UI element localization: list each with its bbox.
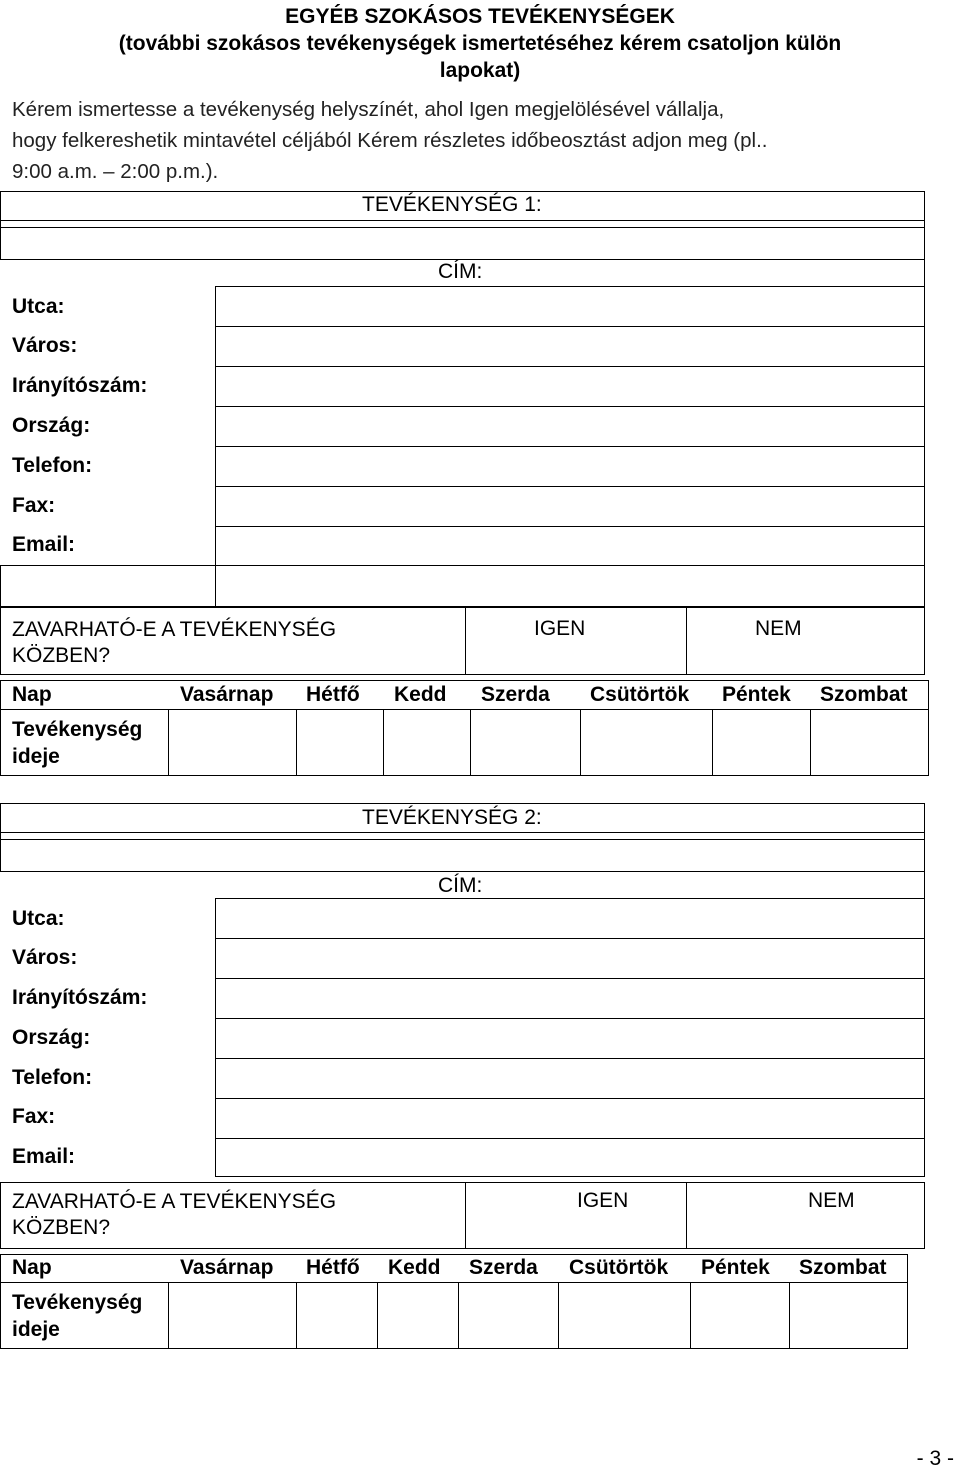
activity-1-title: TEVÉKENYSÉG 1: — [362, 193, 542, 216]
activity-1-time-label-line-2: ideje — [12, 745, 60, 768]
activity-1-grid-line — [0, 709, 929, 710]
activity-1-zip-field[interactable] — [217, 368, 923, 405]
activity-2-street-field[interactable] — [217, 900, 923, 937]
activity-1-day-sunday: Vasárnap — [180, 683, 274, 706]
activity-2-fax-field[interactable] — [217, 1100, 923, 1137]
activity-2-zip-field[interactable] — [217, 980, 923, 1017]
activity-2-no-option[interactable]: NEM — [808, 1189, 855, 1212]
activity-2-disturb-question-line-1: ZAVARHATÓ-E A TEVÉKENYSÉG — [12, 1190, 337, 1213]
activity-2-grid-line — [0, 1282, 908, 1283]
activity-1-day-wednesday: Szerda — [481, 683, 550, 706]
activity-1-grid-vline — [215, 286, 216, 606]
activity-2-grid-vline — [168, 1282, 169, 1349]
activity-1-fax-field[interactable] — [217, 488, 923, 525]
activity-1-yes-option[interactable]: IGEN — [534, 617, 586, 640]
activity-2-day-wednesday: Szerda — [469, 1256, 538, 1279]
activity-1-country-field[interactable] — [217, 408, 923, 445]
activity-1-day-saturday: Szombat — [820, 683, 908, 706]
activity-2-address-title: CÍM: — [438, 874, 483, 897]
activity-1-grid-vline — [712, 709, 713, 776]
activity-2-label-zip: Irányítószám: — [12, 986, 148, 1009]
activity-1-time-sunday[interactable] — [170, 711, 295, 774]
activity-2-disturb-question-line-2: KÖZBEN? — [12, 1216, 111, 1239]
activity-2-time-tuesday[interactable] — [379, 1284, 457, 1347]
activity-1-grid-vline — [168, 709, 169, 776]
activity-2-yes-option[interactable]: IGEN — [577, 1189, 629, 1212]
activity-1-email-field[interactable] — [217, 528, 923, 564]
activity-2-label-city: Város: — [12, 946, 78, 969]
activity-2-blank-row — [0, 832, 925, 872]
activity-2-day-tuesday: Kedd — [388, 1256, 441, 1279]
activity-2-time-friday[interactable] — [692, 1284, 788, 1347]
activity-1-grid-vline — [470, 709, 471, 776]
page-title: EGYÉB SZOKÁSOS TEVÉKENYSÉGEK — [285, 5, 675, 28]
activity-2-time-wednesday[interactable] — [460, 1284, 557, 1347]
activity-1-phone-field[interactable] — [217, 448, 923, 485]
activity-1-time-friday[interactable] — [714, 711, 809, 774]
activity-2-city-field[interactable] — [217, 940, 923, 977]
activity-2-title: TEVÉKENYSÉG 2: — [362, 806, 542, 829]
activity-2-time-monday[interactable] — [298, 1284, 376, 1347]
activity-1-day-monday: Hétfő — [306, 683, 360, 706]
activity-1-grid-line — [215, 326, 925, 327]
activity-2-time-label — [12, 1289, 142, 1343]
activity-2-disturb-question — [12, 1189, 336, 1241]
activity-2-grid-line — [215, 1138, 925, 1139]
activity-2-time-label-line-2: ideje — [12, 1318, 60, 1341]
intro-line-3: 9:00 a.m. – 2:00 p.m.). — [12, 160, 219, 183]
activity-1-grid-line — [215, 286, 925, 287]
activity-1-label-street: Utca: — [12, 295, 65, 318]
activity-1-time-label-line-1: Tevékenység — [12, 718, 143, 741]
activity-1-disturb-question-line-1: ZAVARHATÓ-E A TEVÉKENYSÉG — [12, 618, 337, 641]
activity-2-label-street: Utca: — [12, 907, 65, 930]
activity-2-grid-vline — [558, 1282, 559, 1349]
activity-1-time-monday[interactable] — [298, 711, 382, 774]
activity-2-grid-line — [215, 1058, 925, 1059]
activity-1-grid-vline — [465, 607, 466, 675]
activity-1-day-friday: Péntek — [722, 683, 791, 706]
activity-1-city-field[interactable] — [217, 328, 923, 365]
activity-1-grid-vline — [296, 709, 297, 776]
page-number: - 3 - — [916, 1447, 954, 1470]
activity-2-label-phone: Telefon: — [12, 1066, 93, 1089]
activity-2-day-header: Nap — [12, 1256, 52, 1279]
activity-2-label-country: Ország: — [12, 1026, 91, 1049]
activity-1-time-label — [12, 716, 142, 770]
activity-2-day-monday: Hétfő — [306, 1256, 360, 1279]
activity-1-time-wednesday[interactable] — [472, 711, 579, 774]
activity-1-label-country: Ország: — [12, 414, 91, 437]
activity-1-disturb-question-line-2: KÖZBEN? — [12, 644, 111, 667]
activity-2-grid-line — [215, 938, 925, 939]
activity-2-time-label-line-1: Tevékenység — [12, 1291, 143, 1314]
page-subtitle-line-1: (további szokásos tevékenységek ismertetéséhez kérem csatoljon külön — [118, 32, 842, 55]
activity-1-day-thursday: Csütörtök — [590, 683, 690, 706]
page-header — [0, 3, 960, 84]
activity-1-grid-line — [215, 366, 925, 367]
activity-1-grid-line — [0, 565, 925, 566]
activity-1-time-saturday[interactable] — [812, 711, 927, 774]
activity-2-email-field[interactable] — [217, 1140, 923, 1175]
activity-1-grid-vline — [0, 565, 1, 606]
activity-1-day-header: Nap — [12, 683, 52, 706]
activity-2-grid-vline — [789, 1282, 790, 1349]
activity-1-grid-vline — [924, 260, 925, 606]
activity-2-grid-vline — [296, 1282, 297, 1349]
activity-2-day-sunday: Vasárnap — [180, 1256, 274, 1279]
activity-1-label-fax: Fax: — [12, 494, 56, 517]
activity-1-day-tuesday: Kedd — [394, 683, 447, 706]
activity-2-grid-vline — [690, 1282, 691, 1349]
activity-2-day-saturday: Szombat — [799, 1256, 887, 1279]
activity-1-time-tuesday[interactable] — [385, 711, 469, 774]
activity-1-grid-vline — [686, 607, 687, 675]
activity-2-grid-vline — [686, 1182, 687, 1249]
activity-1-no-option[interactable]: NEM — [755, 617, 802, 640]
activity-1-label-phone: Telefon: — [12, 454, 93, 477]
activity-1-time-thursday[interactable] — [582, 711, 711, 774]
activity-2-grid-vline — [377, 1282, 378, 1349]
activity-1-grid-vline — [383, 709, 384, 776]
activity-2-country-field[interactable] — [217, 1020, 923, 1057]
intro-line-1: Kérem ismertesse a tevékenység helyszínét, ahol Igen megjelölésével vállalja, — [12, 98, 725, 121]
activity-2-grid-vline — [215, 898, 216, 1176]
activity-1-grid-line — [215, 526, 925, 527]
activity-2-grid-line — [215, 978, 925, 979]
activity-2-time-sunday[interactable] — [170, 1284, 295, 1347]
activity-1-street-field[interactable] — [217, 288, 923, 325]
activity-1-label-city: Város: — [12, 334, 78, 357]
activity-1-blank-row — [0, 220, 925, 260]
intro-text — [12, 94, 912, 187]
activity-2-grid-line — [215, 1176, 925, 1177]
activity-1-grid-line — [215, 446, 925, 447]
activity-2-grid-line — [215, 1018, 925, 1019]
activity-2-time-saturday[interactable] — [791, 1284, 906, 1347]
activity-1-address-title: CÍM: — [438, 260, 483, 283]
activity-1-grid-line — [215, 406, 925, 407]
activity-2-grid-vline — [458, 1282, 459, 1349]
activity-1-label-email: Email: — [12, 533, 76, 556]
activity-2-label-email: Email: — [12, 1145, 76, 1168]
activity-2-day-friday: Péntek — [701, 1256, 770, 1279]
page-subtitle-line-2: lapokat) — [439, 59, 521, 82]
activity-2-time-thursday[interactable] — [560, 1284, 689, 1347]
activity-2-grid-vline — [924, 872, 925, 1176]
activity-2-day-thursday: Csütörtök — [569, 1256, 669, 1279]
activity-1-disturb-question — [12, 617, 336, 669]
activity-2-grid-line — [215, 1098, 925, 1099]
intro-line-2: hogy felkereshetik mintavétel céljából Kérem részletes időbeosztást adjon meg (pl.. — [12, 129, 768, 152]
activity-2-grid-line — [215, 898, 925, 899]
activity-1-grid-vline — [580, 709, 581, 776]
activity-1-grid-vline — [810, 709, 811, 776]
activity-2-label-fax: Fax: — [12, 1105, 56, 1128]
activity-1-label-zip: Irányítószám: — [12, 374, 148, 397]
activity-2-phone-field[interactable] — [217, 1060, 923, 1097]
activity-1-grid-line — [215, 486, 925, 487]
activity-2-grid-vline — [465, 1182, 466, 1249]
